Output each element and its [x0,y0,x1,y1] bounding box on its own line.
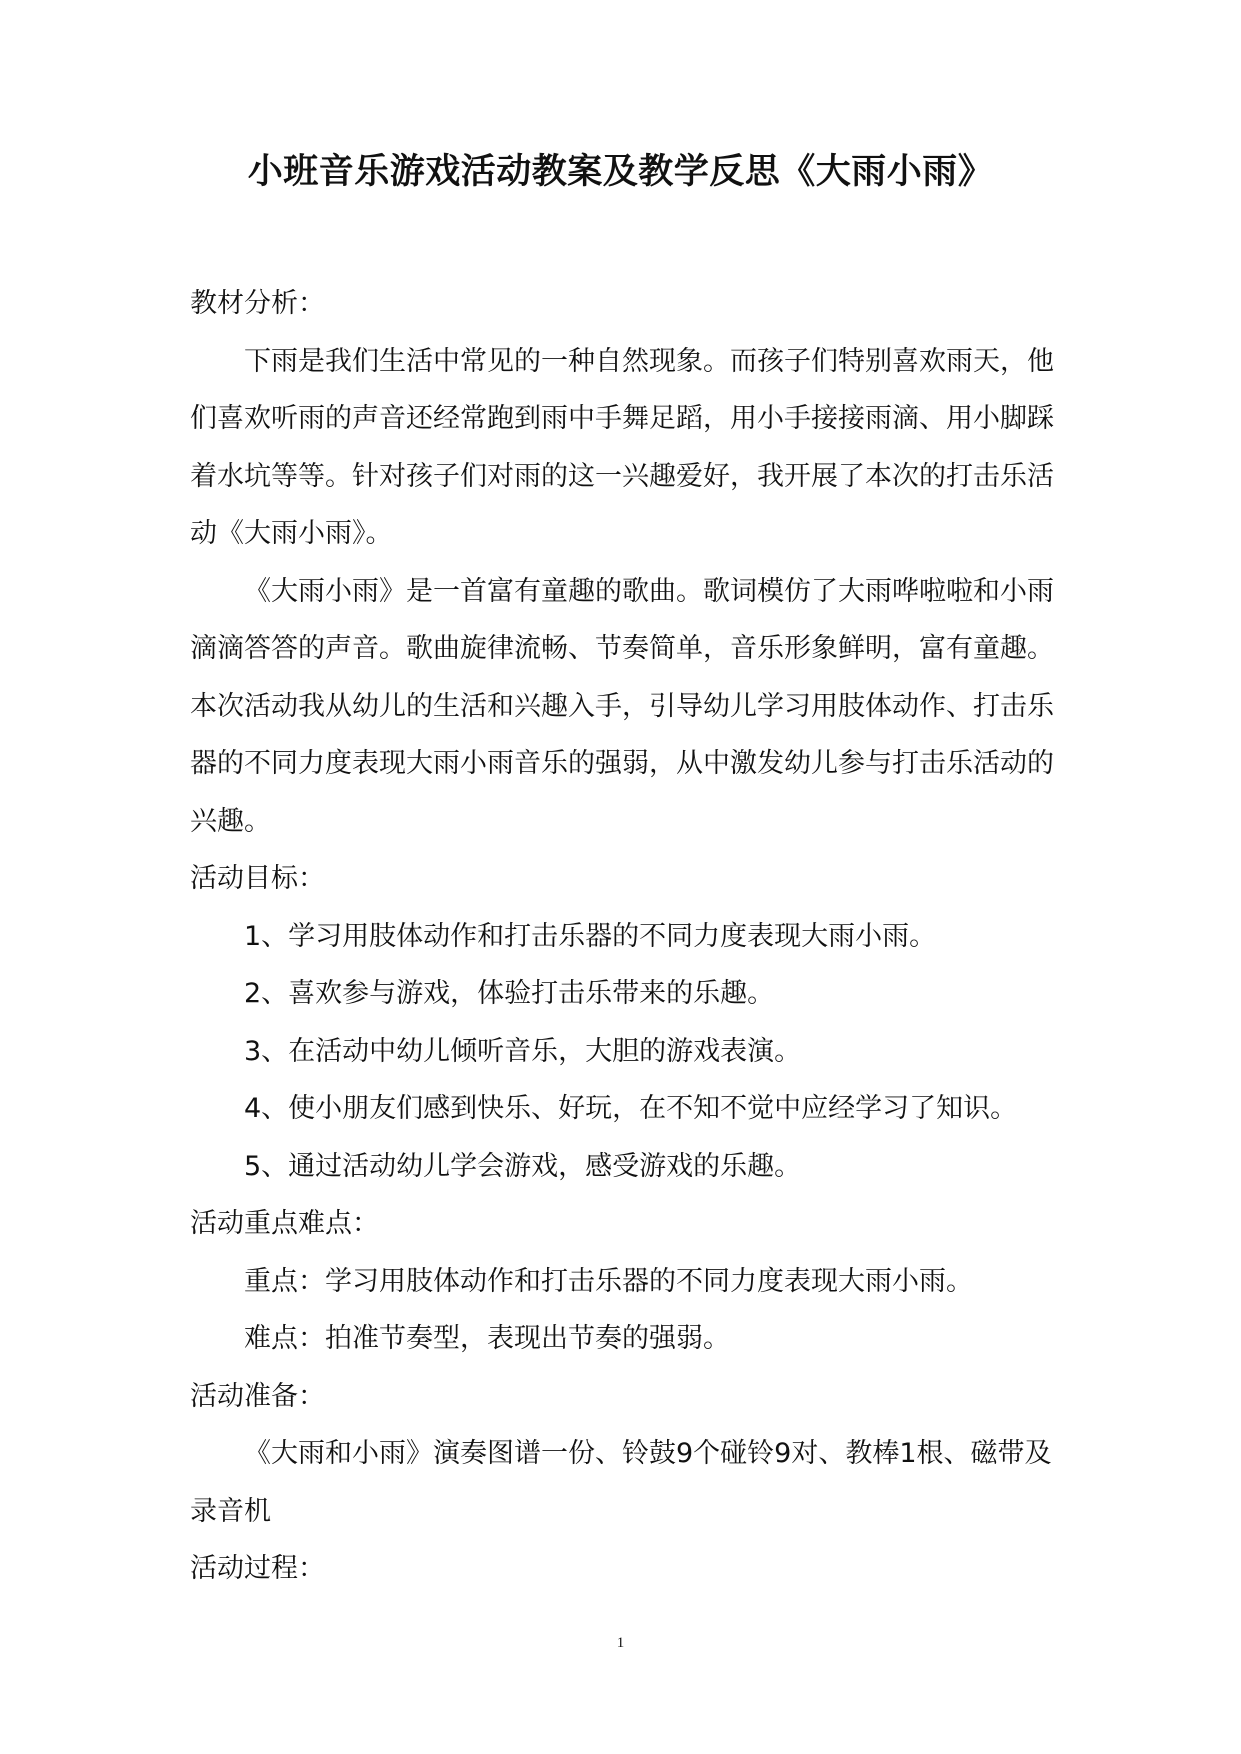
preparation-paragraph: 《大雨和小雨》演奏图谱一份、铃鼓9个碰铃9对、教棒1根、磁带及录音机 [190,1438,1052,1527]
goal-item: 5、通过活动幼儿学会游戏，感受游戏的乐趣。 [244,1150,802,1182]
key-point-item: 重点：学习用肢体动作和打击乐器的不同力度表现大雨小雨。 [244,1265,973,1297]
section-heading-preparation: 活动准备： [190,1380,325,1412]
page-number: 1 [616,1635,625,1651]
document-body [190,275,1070,1598]
section-heading-process: 活动过程： [190,1553,325,1584]
analysis-paragraph: 下雨是我们生活中常见的一种自然现象。而孩子们特别喜欢雨天，他们喜欢听雨的声音还经常跑到雨中手舞足蹈，用小手接接雨滴、用小脚踩着水坑等等。针对孩子们对雨的这一兴趣爱好，我开展了本次的打击乐活动《大雨小雨》。 [190,345,1054,549]
section-heading-analysis: 教材分析： [190,288,325,319]
goal-item: 3、在活动中幼儿倾听音乐，大胆的游戏表演。 [244,1035,802,1067]
section-heading-goals: 活动目标： [190,863,325,894]
key-point-item: 难点：拍准节奏型，表现出节奏的强弱。 [244,1323,730,1354]
section-heading-key-points: 活动重点难点： [190,1208,379,1239]
document-title: 小班音乐游戏活动教案及教学反思《大雨小雨》 [247,151,994,192]
goal-item: 2、喜欢参与游戏，体验打击乐带来的乐趣。 [244,978,775,1009]
analysis-paragraph: 《大雨小雨》是一首富有童趣的歌曲。歌词模仿了大雨哗啦啦和小雨滴滴答答的声音。歌曲旋律流畅、节奏简单，音乐形象鲜明，富有童趣。本次活动我从幼儿的生活和兴趣入手，引导幼儿学习用肢体动作、打击乐器的不同力度表现大雨小雨音乐的强弱，从中激发幼儿参与打击乐活动的兴趣。 [190,575,1054,837]
goal-item: 1、学习用肢体动作和打击乐器的不同力度表现大雨小雨。 [244,920,937,952]
goal-item: 4、使小朋友们感到快乐、好玩，在不知不觉中应经学习了知识。 [244,1093,1018,1124]
